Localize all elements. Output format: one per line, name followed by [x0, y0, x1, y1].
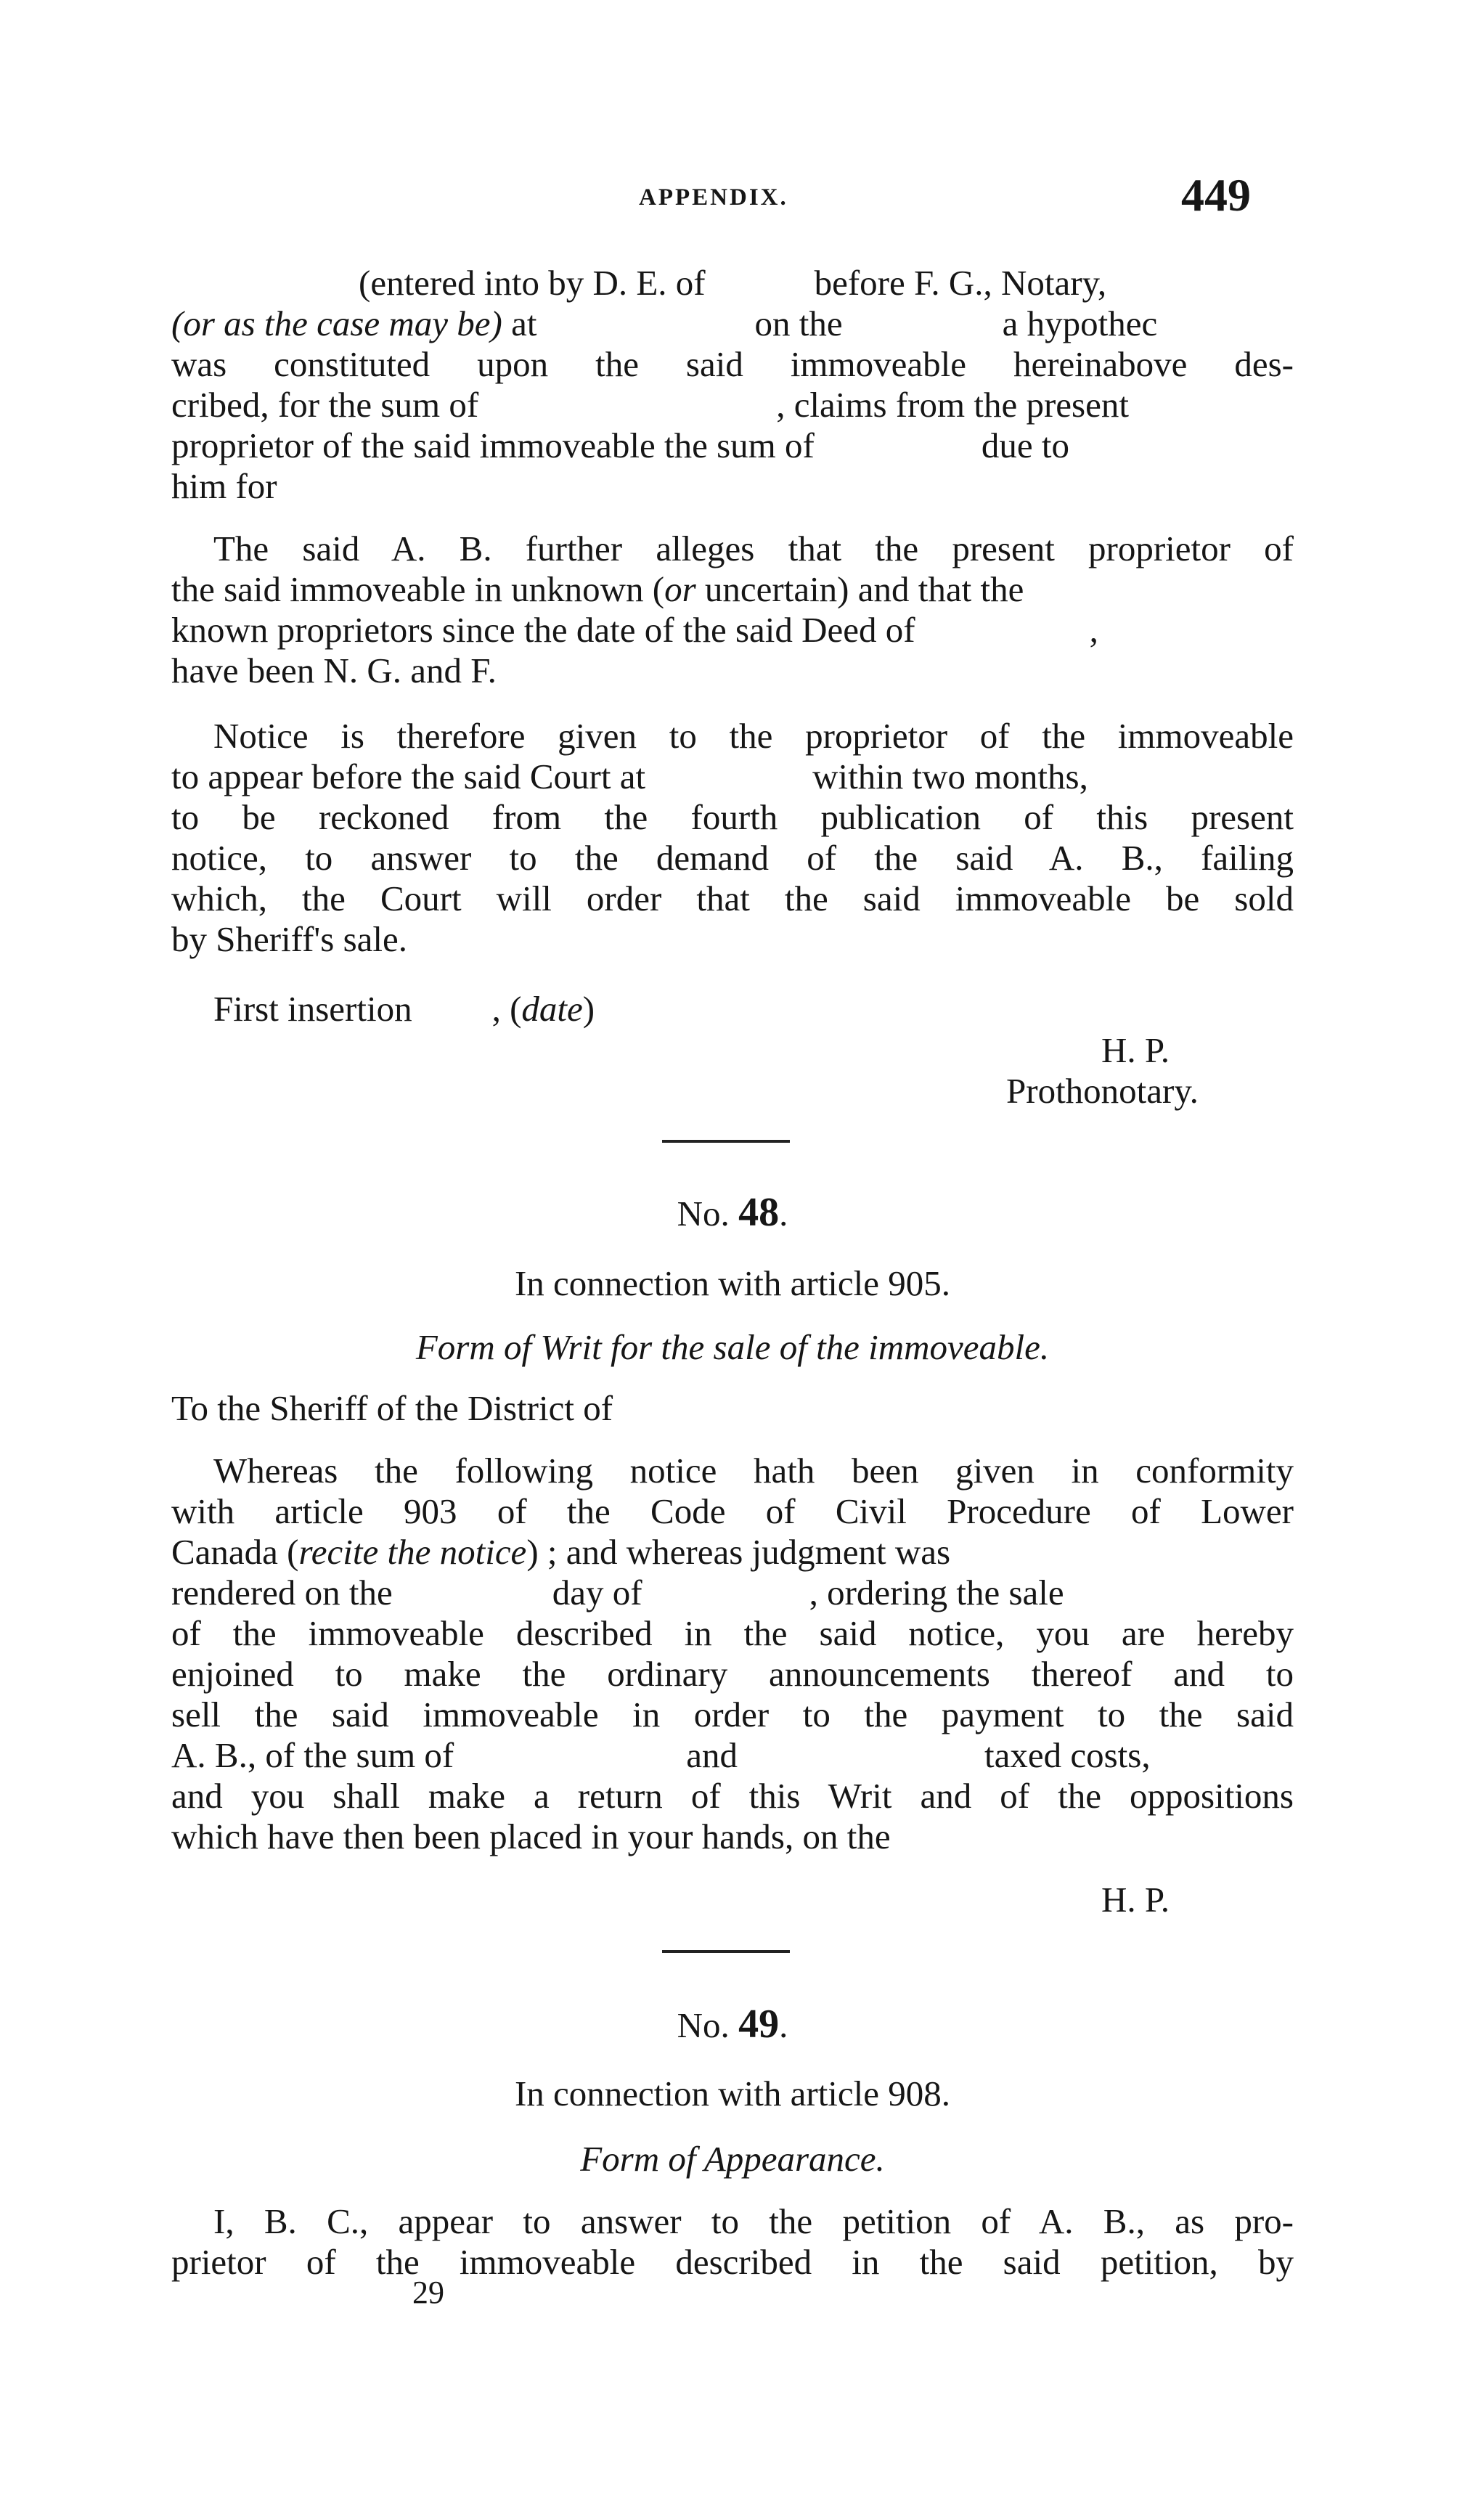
printer-signature-mark: 29 — [412, 2275, 444, 2310]
section-49-heading: No. 49. — [677, 2002, 788, 2047]
section-divider — [662, 1950, 790, 1953]
section-divider — [662, 1140, 790, 1143]
section-49-body: I, B. C., appear to answer to the petition of A. B., as pro- prietor of the immoveable described in the said petition, by — [171, 2201, 1294, 2282]
section-48-body: Whereas the following notice hath been given in conformity with article 903 of the Code of Civil Procedure of Lower Canada (recite the notice) ; and whereas judgment was rendered on the day of , ordering the sale of the immoveable described in the said notice, you are hereby enjoined to make the ordinary announcements thereof and to sell the said immoveable in order to the payment to the said A. B., of the sum of and taxed costs, and you shall make a return of this Writ and of the oppositions which have then been placed in your hands, on the — [171, 1451, 1294, 1856]
section-48-title: Form of Writ for the sale of the immoveable. — [415, 1327, 1050, 1367]
paragraph-proprietors: The said A. B. further alleges that the present proprietor of the said immoveable in unknown (or uncertain) and that the known proprietors since the date of the said Deed of , have been N. G. and F. — [171, 529, 1294, 690]
signature-title: Prothonotary. — [1006, 1071, 1199, 1111]
paragraph-notice-continuation: (entered into by D. E. of before F. G., Notary, (or as the case may be) at on the a hypothec was constituted upon the said immoveable hereinabove des- cribed, for the sum of , claims from the present proprietor of the said immoveable the sum of due to him for — [171, 263, 1294, 506]
first-insertion-line: First insertion , (date) — [213, 989, 595, 1029]
paragraph-notice-given: Notice is therefore given to the proprietor of the immoveable to appear before the said Court at within two months, to be reckoned from the fourth publication of this present notice, to answer to the demand of the said A. B., failing which, the Court will order that the said immoveable be sold by Sheriff's sale. — [171, 716, 1294, 959]
signature-initials: H. P. — [1101, 1030, 1170, 1070]
running-head: APPENDIX. — [639, 184, 788, 211]
page-header — [0, 168, 1465, 234]
section-49-title: Form of Appearance. — [580, 2139, 885, 2179]
section-49-connection: In connection with article 908. — [514, 2074, 951, 2113]
section-48-address: To the Sheriff of the District of — [171, 1388, 613, 1428]
section-48-heading: No. 48. — [677, 1190, 788, 1235]
section-48-signature: H. P. — [1101, 1880, 1170, 1920]
section-48-connection: In connection with article 905. — [514, 1263, 951, 1303]
page-number: 449 — [1181, 169, 1251, 221]
